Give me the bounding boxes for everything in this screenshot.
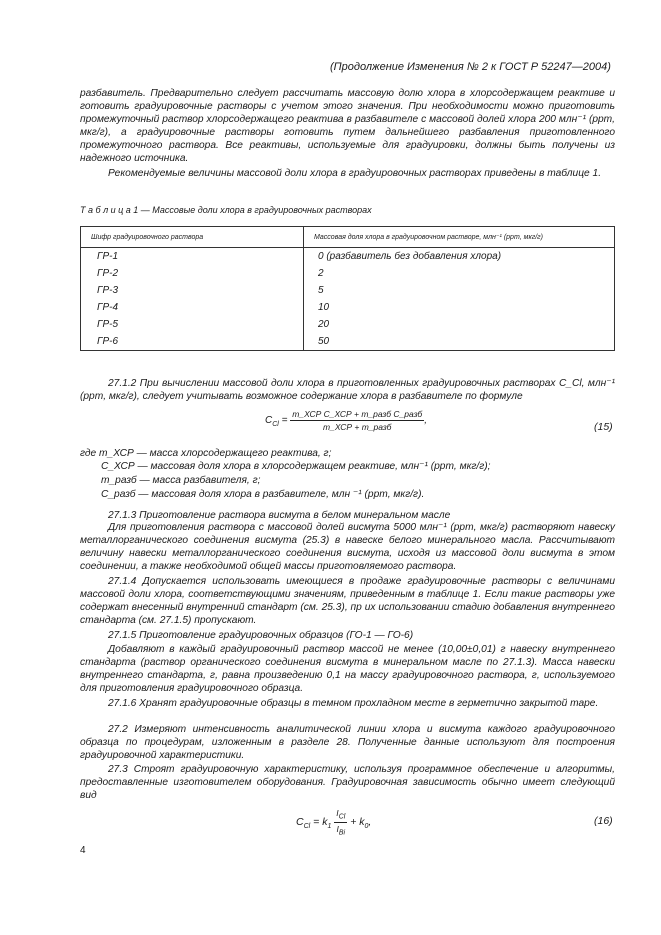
cell-code: ГР-3 [81,282,304,299]
equation-number-15: (15) [594,421,613,433]
num-symbol: I [336,808,339,818]
page-number: 4 [80,845,86,856]
formula-fraction [290,409,424,432]
formula-eq: = [281,415,288,427]
calibration-table [80,226,615,351]
table-row [81,333,615,351]
formula-plus-k0: + k [350,815,365,828]
formula-fraction [334,808,347,836]
cell-value: 50 [304,333,615,351]
definition-c-xsr: C_ХСР — массовая доля хлора в хлорсодержащем реактиве, млн⁻¹ (ppm, мкг/г); [101,461,491,472]
cell-code: ГР-5 [81,316,304,333]
cell-code: ГР-2 [81,265,304,282]
cell-code: ГР-1 [81,248,304,266]
page-header: (Продолжение Изменения № 2 к ГОСТ Р 52247—2004) [330,61,611,73]
equation-number-16: (16) [594,815,613,827]
formula-k1-sub: 1 [327,823,332,831]
formula-denominator [334,823,347,837]
intro-paragraph: разбавитель. Предварительно следует рассчитать массовую долю хлора в хлорсодержащем реактиве и готовить градуировочные растворы с учетом этого значения. При необходимости можно приготовить промежуточный раствор хлорсодержащего реактива в разбавителе с массовой долей хлора 200 млн⁻¹ (ppm, мкг/г), а градуировочные растворы готовить путем дальнейшего разбавления приготовленного промежуточного раствора. Все реактивы, используемые для градуировки, должны быть получены из надежного источника. [80,88,615,164]
paragraph-27-1-3-title: 27.1.3 Приготовление раствора висмута в белом минеральном масле [108,510,451,521]
cell-code: ГР-6 [81,333,304,351]
table-row [81,265,615,282]
paragraph-27-1-5-body: Добавляют в каждый градуировочный раствор массой не менее (10,00±0,01) г навеску внутреннего стандарта (раствор органического соединения висмута в минеральном масле по 27.1.3). Масса навески внутреннего стандарта, г, равна произведению 0,1 на массу градуировочного раствора, г, используемого для приготовления градуировочного образца. [80,644,615,694]
cell-code: ГР-4 [81,299,304,316]
col-header-value: Массовая доля хлора в градуировочном растворе, млн⁻¹ (ppm, мкг/г) [304,227,615,248]
formula-lhs-sub: Cl [303,823,311,831]
table-row [81,282,615,299]
recommend-paragraph: Рекомендуемые величины массовой доли хлора в градуировочных растворах приведены в таблице 1. [108,168,602,179]
definition-m-xsr: где m_ХСР — масса хлорсодержащего реактива, г; [80,448,332,459]
definition-m-razb: m_разб — масса разбавителя, г; [101,475,261,486]
definition-c-razb: C_разб — массовая доля хлора в разбавителе, млн ⁻¹ (ppm, мкг/г). [101,489,425,500]
paragraph-27-1-4: 27.1.4 Допускается использовать имеющиеся в продаже градуировочные растворы с величинами массовой доли хлора, соответствующими значениям, приведенным в таблице 1. Если такие растворы уже содержат внесенный внутренний стандарт (см. 25.3), пр их использовании стадию добавления внутреннего стандарта (см. 27.1.5) пропускают. [80,576,615,626]
cell-value: 2 [304,265,615,282]
cell-value: 10 [304,299,615,316]
paragraph-27-3: 27.3 Строят градуировочную характеристику, используя программное обеспечение и алгоритмы, предоставленные изготовителем оборудования. Градуировочная зависимость обычно имеет следующий вид [80,764,615,801]
paragraph-27-1-3-body: Для приготовления раствора с массовой долей висмута 5000 млн⁻¹ (ppm, мкг/г) растворяют навеску металлорганического соединения висмута (25.3) в навеске белого минерального масла. Рассчитывают величину навески металлорганического соединения висмута, исходя из массовой доли висмута в этом соединении, а также необходимой общей массы приготовляемого раствора. [80,522,615,572]
formula-lhs: C [265,415,273,427]
formula-numerator [334,808,347,823]
den-symbol: I [336,823,339,834]
formula-denominator: m_ХСР + m_разб [323,422,392,432]
formula-k1: = k [313,815,328,828]
cell-value: 0 (разбавитель без добавления хлора) [304,248,615,266]
paragraph-27-2: 27.2 Измеряют интенсивность аналитической линии хлора и висмута каждого градуировочного образца по процедурам, изложенным в разделе 28. Полученные данные используют для построения градуировочной характеристики. [80,724,615,761]
formula-16 [296,808,371,836]
formula-comma: , [368,815,372,828]
formula-lhs: C [296,815,304,828]
paragraph-27-1-2: 27.1.2 При вычислении массовой доли хлора в приготовленных градуировочных растворах C_Cl, млн⁻¹ (ppm, мкг/г), следует учитывать возможное содержание хлора в разбавителе по формуле [80,378,615,402]
paragraph-27-1-6: 27.1.6 Хранят градуировочные образцы в темном прохладном месте в герметично закрытой таре. [108,698,599,709]
table-row [81,299,615,316]
cell-value: 5 [304,282,615,299]
table-row [81,316,615,333]
table-row [81,248,615,266]
num-sub: Cl [338,813,346,821]
table-caption: Т а б л и ц а 1 — Массовые доли хлора в градуировочных растворах [80,205,372,215]
den-sub: Bi [338,829,346,837]
cell-value: 20 [304,316,615,333]
formula-numerator: m_ХСР C_ХСР + m_разб C_разб [292,409,423,419]
paragraph-27-1-5-title: 27.1.5 Приготовление градуировочных образцов (ГО-1 — ГО-6) [108,630,414,641]
formula-lhs-sub: Cl [272,421,279,429]
col-header-code: Шифр градуировочного раствора [81,227,304,248]
formula-15: $C_{Cl}$ = $\frac{\text{m\_ХСР C\_ХСР + m\_разб C\_разб}}{\text{m\_ХСР + m\_разб}}$ , [265,409,427,432]
formula-k0-sub: 0 [364,823,369,831]
